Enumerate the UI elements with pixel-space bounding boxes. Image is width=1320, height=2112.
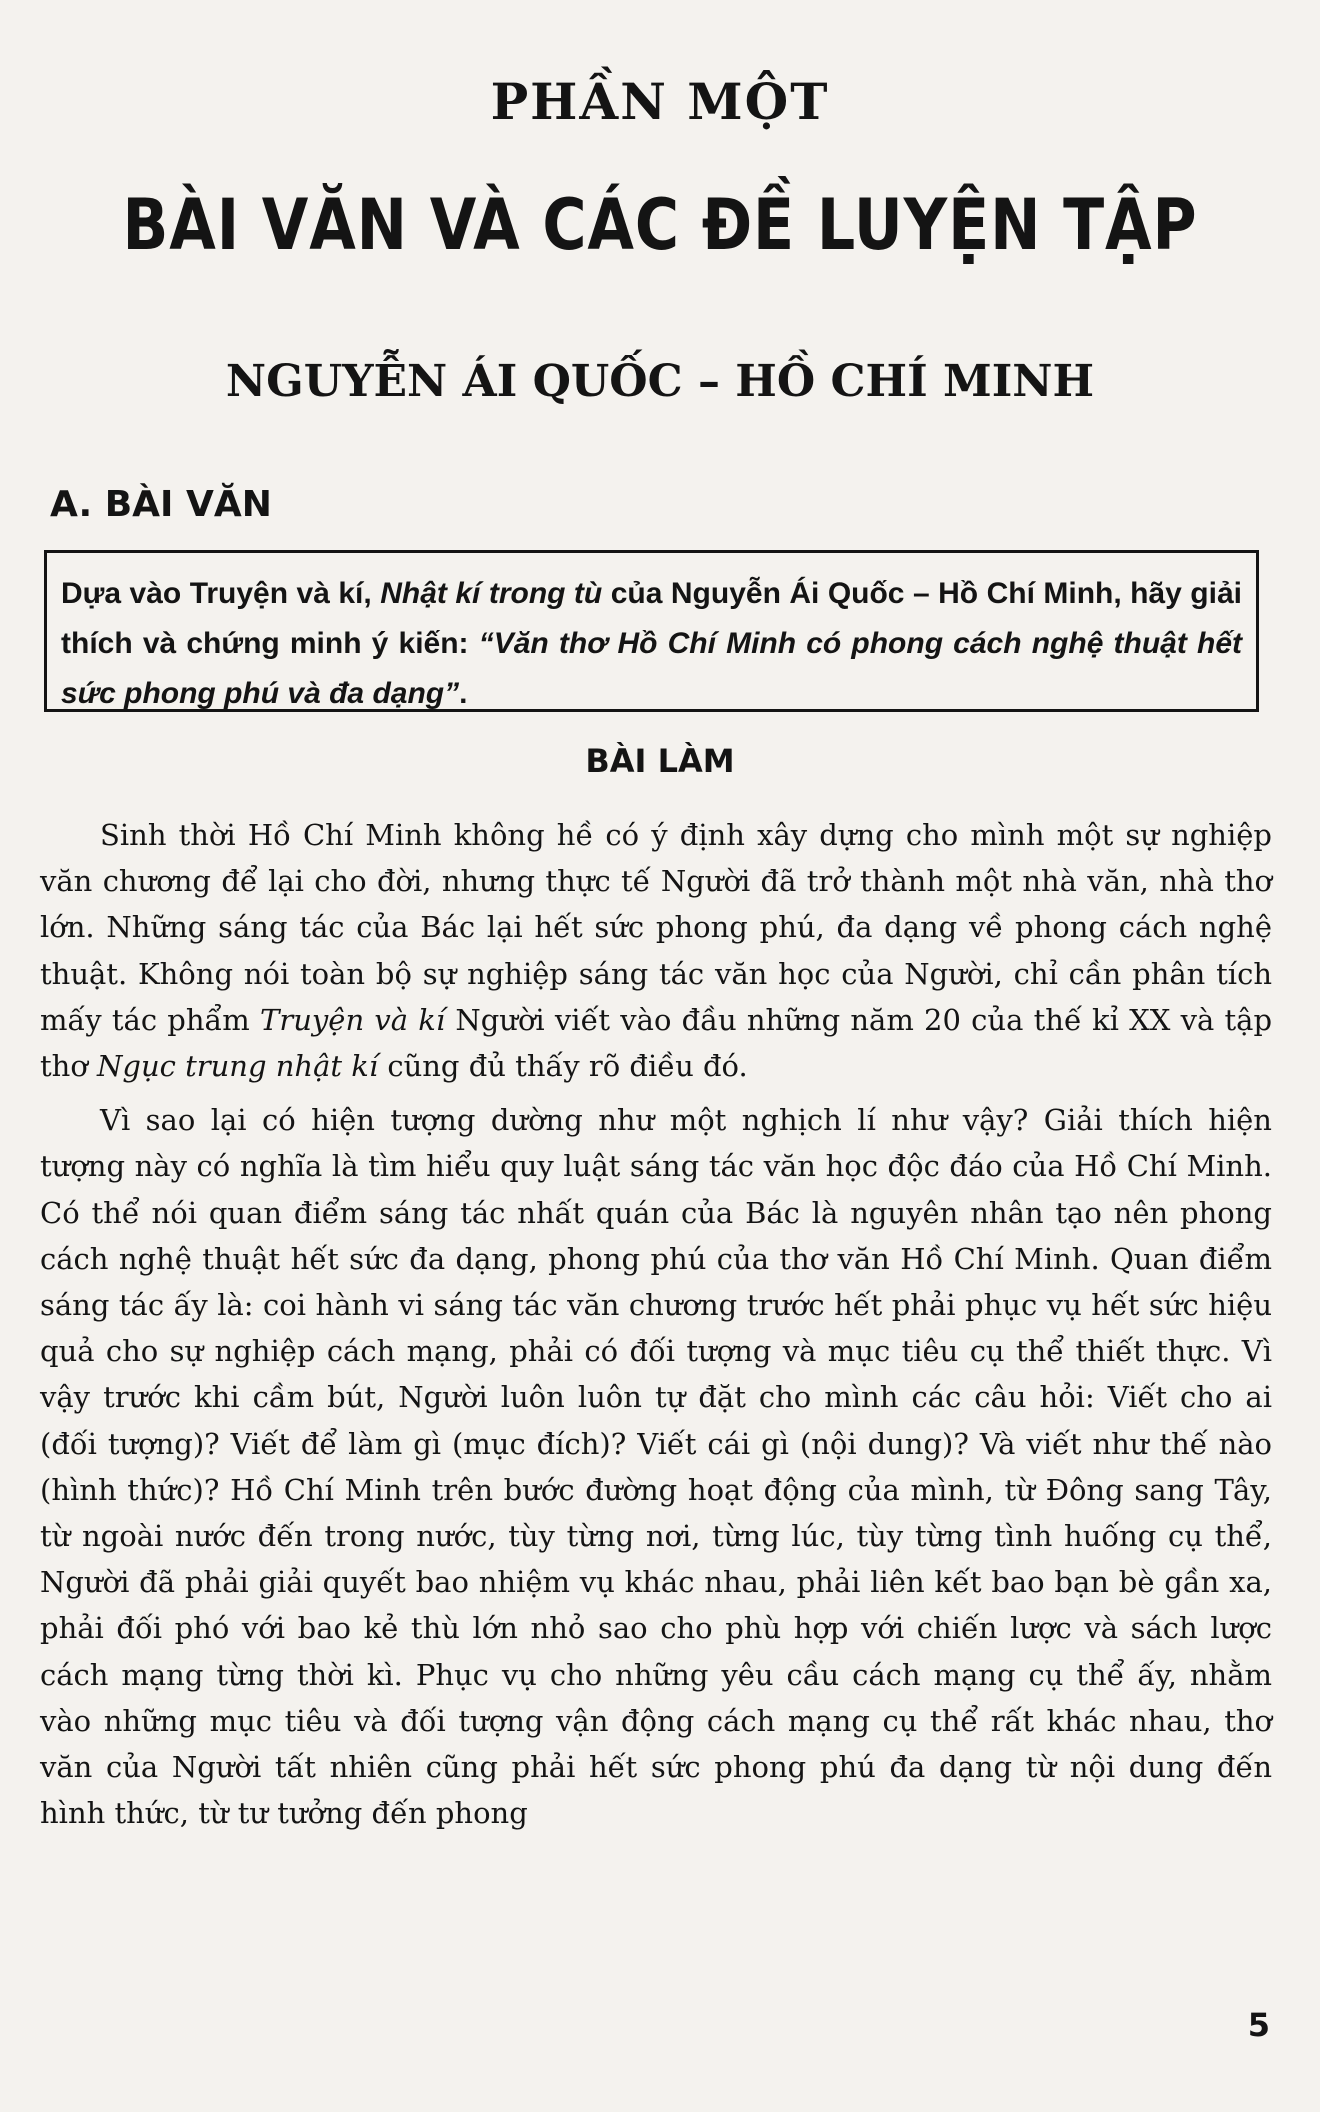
prompt-italic2: “Văn thơ Hồ Chí Minh có phong cách nghệ thuật hết sức phong phú và đa dạng” <box>61 627 1242 710</box>
prompt-italic1: Nhật kí trong tù <box>380 577 603 610</box>
page-number: 5 <box>1247 2006 1270 2044</box>
paragraph-1 <box>40 812 1272 1089</box>
p1-e: cũng đủ thấy rõ điều đó. <box>378 1049 748 1084</box>
prompt-part3: . <box>459 677 468 710</box>
paragraph-2: Vì sao lại có hiện tượng dường như một nghịch lí như vậy? Giải thích hiện tượng này có nghĩa là tìm hiểu quy luật sáng tác văn học độc đáo của Hồ Chí Minh. Có thể nói quan điểm sáng tác nhất quán của Bác là nguyên nhân tạo nên phong cách nghệ thuật hết sức đa dạng, phong phú của thơ văn Hồ Chí Minh. Quan điểm sáng tác ấy là: coi hành vi sáng tác văn chương trước hết phải phục vụ hết sức hiệu quả cho sự nghiệp cách mạng, phải có đối tượng và mục tiêu cụ thể thiết thực. Vì vậy trước khi cầm bút, Người luôn luôn tự đặt cho mình các câu hỏi: Viết cho ai (đối tượng)? Viết để làm gì (mục đích)? Viết cái gì (nội dung)? Và viết như thế nào (hình thức)? Hồ Chí Minh trên bước đường hoạt động của mình, từ Đông sang Tây, từ ngoài nước đến trong nước, tùy từng nơi, từng lúc, tùy từng tình huống cụ thể, Người đã phải giải quyết bao nhiệm vụ khác nhau, phải liên kết bao bạn bè gần xa, phải đối phó với bao kẻ thù lớn nhỏ sao cho phù hợp với chiến lược và sách lược cách mạng từng thời kì. Phục vụ cho những yêu cầu cách mạng cụ thể ấy, nhằm vào những mục tiêu và đối tượng vận động cách mạng cụ thể rất khác nhau, thơ văn của Người tất nhiên cũng phải hết sức phong phú đa dạng từ nội dung đến hình thức, từ tư tưởng đến phong <box>40 1103 1272 1831</box>
answer-heading: BÀI LÀM <box>585 742 735 780</box>
essay-body <box>40 812 1272 1836</box>
author-heading: NGUYỄN ÁI QUỐC – HỒ CHÍ MINH <box>225 356 1095 407</box>
prompt-box <box>44 550 1259 712</box>
prompt-text <box>61 569 1242 719</box>
prompt-part1: Dựa vào Truyện và kí, <box>61 577 381 610</box>
p1-b: Truyện và kí <box>260 1002 446 1037</box>
p1-c: Người viết vào đầu những năm 20 của thế kỉ XX và tập thơ <box>40 1002 1273 1084</box>
p1-a: Sinh thời Hồ Chí Minh không hề có ý định xây dựng cho mình một sự nghiệp văn chương để lại cho đời, nhưng thực tế Người đã trở thành một nhà văn, nhà thơ lớn. Những sáng tác của Bác lại hết sức phong phú, đa dạng về phong cách nghệ thuật. Không nói toàn bộ sự nghiệp sáng tác văn học của Người, chỉ cần phân tích mấy tác phẩm <box>40 818 1272 1037</box>
prompt-part2: của Nguyễn Ái Quốc – Hồ Chí Minh, hãy giải thích và chứng minh ý kiến: <box>61 577 1242 660</box>
p1-d: Ngục trung nhật kí <box>97 1049 379 1084</box>
main-title: BÀI VĂN VÀ CÁC ĐỀ LUYỆN TẬP <box>122 184 1198 266</box>
section-heading: A. BÀI VĂN <box>50 484 272 525</box>
part-title: PHẦN MỘT <box>490 72 830 131</box>
